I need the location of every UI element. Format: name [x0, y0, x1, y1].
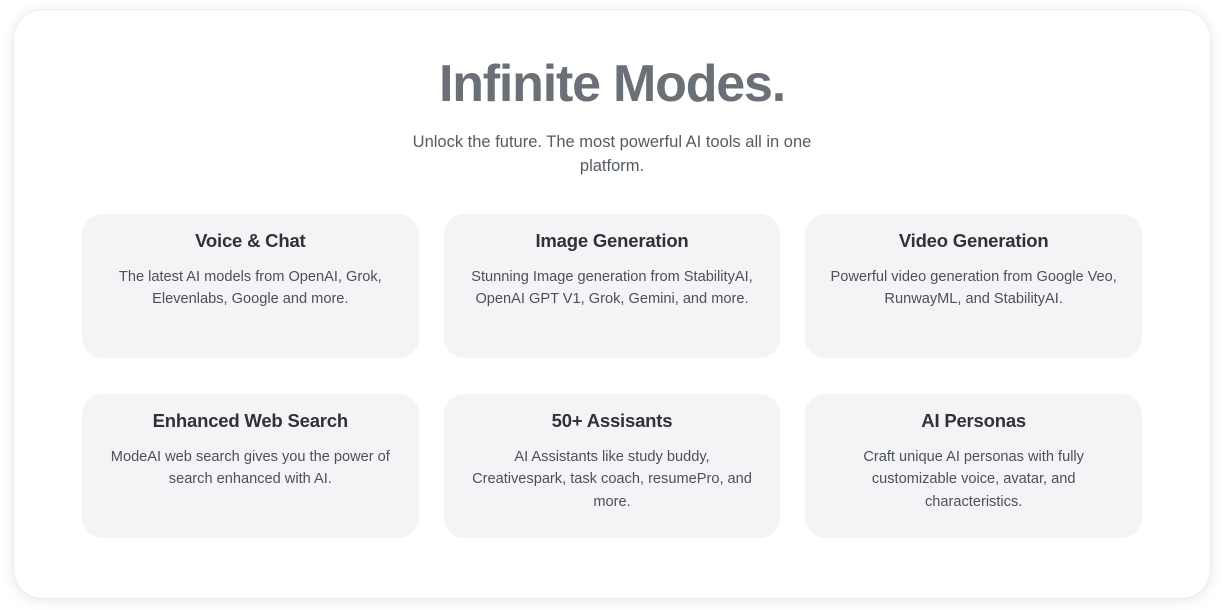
feature-card-video-generation[interactable] [805, 214, 1142, 358]
feature-card-enhanced-web-search[interactable] [82, 394, 419, 538]
feature-card-ai-personas[interactable] [805, 394, 1142, 538]
feature-card-title: 50+ Assisants [551, 410, 673, 432]
feature-card-title: Enhanced Web Search [152, 410, 348, 432]
page-subtitle: Unlock the future. The most powerful AI tools all in one platform. [412, 133, 812, 175]
feature-card-title: Voice & Chat [195, 230, 306, 252]
feature-card-assistants[interactable] [444, 394, 781, 538]
feature-grid-row-1 [82, 214, 1142, 358]
feature-card-description: The latest AI models from OpenAI, Grok, Elevenlabs, Google and more. [118, 269, 382, 308]
feature-card-description: AI Assistants like study buddy, Creativespark, task coach, resumePro, and more. [472, 449, 752, 510]
page-card [14, 10, 1210, 598]
feature-card-description: Craft unique AI personas with fully customizable voice, avatar, and characteristics. [863, 449, 1084, 510]
page-header [14, 10, 1210, 178]
feature-card-description: Powerful video generation from Google Veo, RunwayML, and StabilityAI. [830, 269, 1117, 308]
feature-card-title: Video Generation [898, 230, 1049, 252]
feature-card-description: ModeAI web search gives you the power of search enhanced with AI. [110, 449, 390, 488]
page-title: Infinite Modes. [438, 55, 785, 113]
feature-card-image-generation[interactable] [444, 214, 781, 358]
feature-card-description: Stunning Image generation from StabilityAI, OpenAI GPT V1, Grok, Gemini, and more. [471, 269, 753, 308]
feature-grid-row-2 [82, 394, 1142, 538]
feature-card-title: Image Generation [535, 230, 689, 252]
feature-card-title: AI Personas [921, 410, 1027, 432]
feature-card-voice-chat[interactable] [82, 214, 419, 358]
